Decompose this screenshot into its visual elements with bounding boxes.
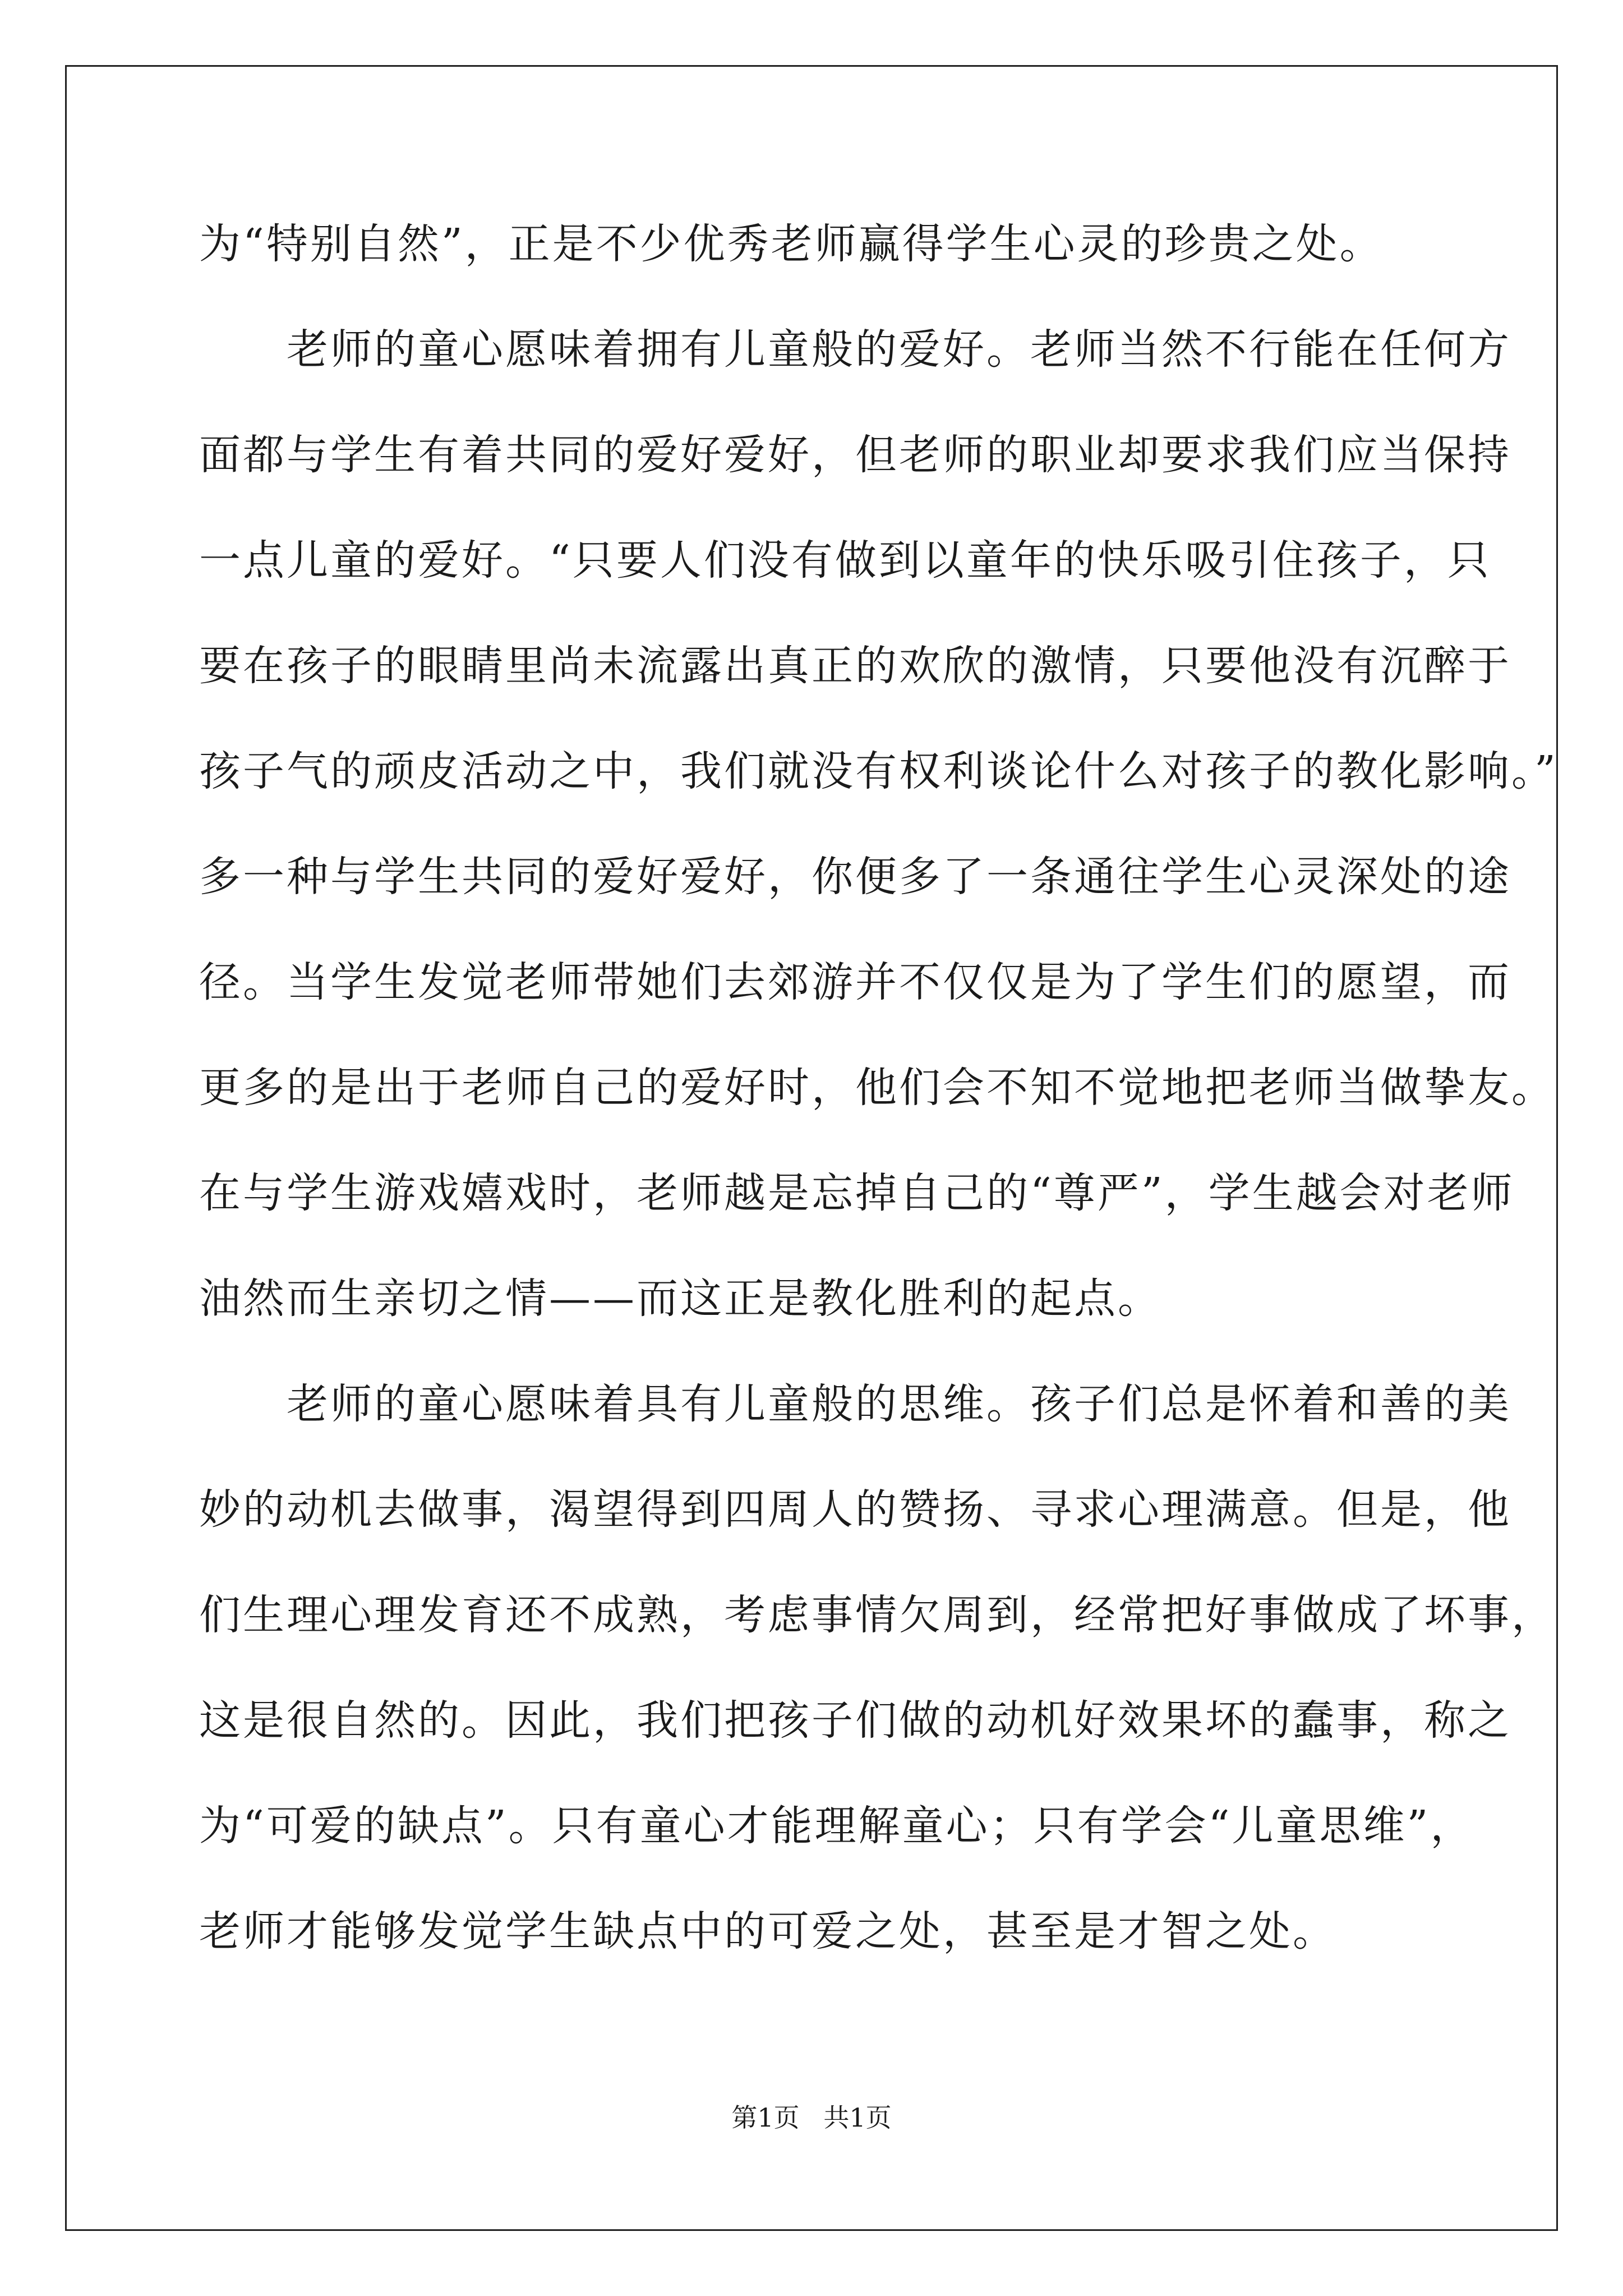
text-line: 为“可爱的缺点”。只有童心才能理解童心；只有学会“儿童思维”， bbox=[199, 1802, 1474, 1850]
text-line: 们生理心理发育还不成熟，考虑事情欠周到，经常把好事做成了坏事， bbox=[199, 1591, 1555, 1639]
text-line: 老师的童心愿味着拥有儿童般的爱好。老师当然不行能在任何方 bbox=[199, 325, 1511, 374]
text-line: 在与学生游戏嬉戏时，老师越是忘掉自己的“尊严”，学生越会对老师 bbox=[199, 1169, 1515, 1217]
text-line: 一点儿童的爱好。“只要人们没有做到以童年的快乐吸引住孩子，只 bbox=[199, 536, 1491, 585]
text-line: 老师才能够发觉学生缺点中的可爱之处，甚至是才智之处。 bbox=[199, 1907, 1336, 1955]
page-footer bbox=[0, 2101, 1623, 2134]
text-line: 要在孩子的眼睛里尚未流露出真正的欢欣的激情，只要他没有沉醉于 bbox=[199, 642, 1511, 690]
text-line: 径。当学生发觉老师带她们去郊游并不仅仅是为了学生们的愿望，而 bbox=[199, 958, 1511, 1006]
document-body bbox=[199, 213, 1558, 2006]
text-line: 面都与学生有着共同的爱好爱好，但老师的职业却要求我们应当保持 bbox=[199, 431, 1511, 479]
text-line: 多一种与学生共同的爱好爱好，你便多了一条通往学生心灵深处的途 bbox=[199, 853, 1511, 901]
text-line: 孩子气的顽皮活动之中，我们就没有权利谈论什么对孩子的教化影响。” bbox=[199, 747, 1558, 795]
text-line: 为“特别自然”，正是不少优秀老师赢得学生心灵的珍贵之处。 bbox=[199, 220, 1384, 268]
text-line: 油然而生亲切之情——而这正是教化胜利的起点。 bbox=[199, 1274, 1161, 1323]
text-line: 这是很自然的。因此，我们把孩子们做的动机好效果坏的蠢事，称之 bbox=[199, 1696, 1511, 1745]
page-total: 共1页 bbox=[823, 2102, 892, 2133]
page-number: 第1页 bbox=[731, 2102, 800, 2133]
text-line: 老师的童心愿味着具有儿童般的思维。孩子们总是怀着和善的美 bbox=[199, 1380, 1511, 1428]
text-line: 妙的动机去做事，渴望得到四周人的赞扬、寻求心理满意。但是，他 bbox=[199, 1485, 1511, 1534]
text-line: 更多的是出于老师自己的爱好时，他们会不知不觉地把老师当做挚友。 bbox=[199, 1064, 1555, 1112]
